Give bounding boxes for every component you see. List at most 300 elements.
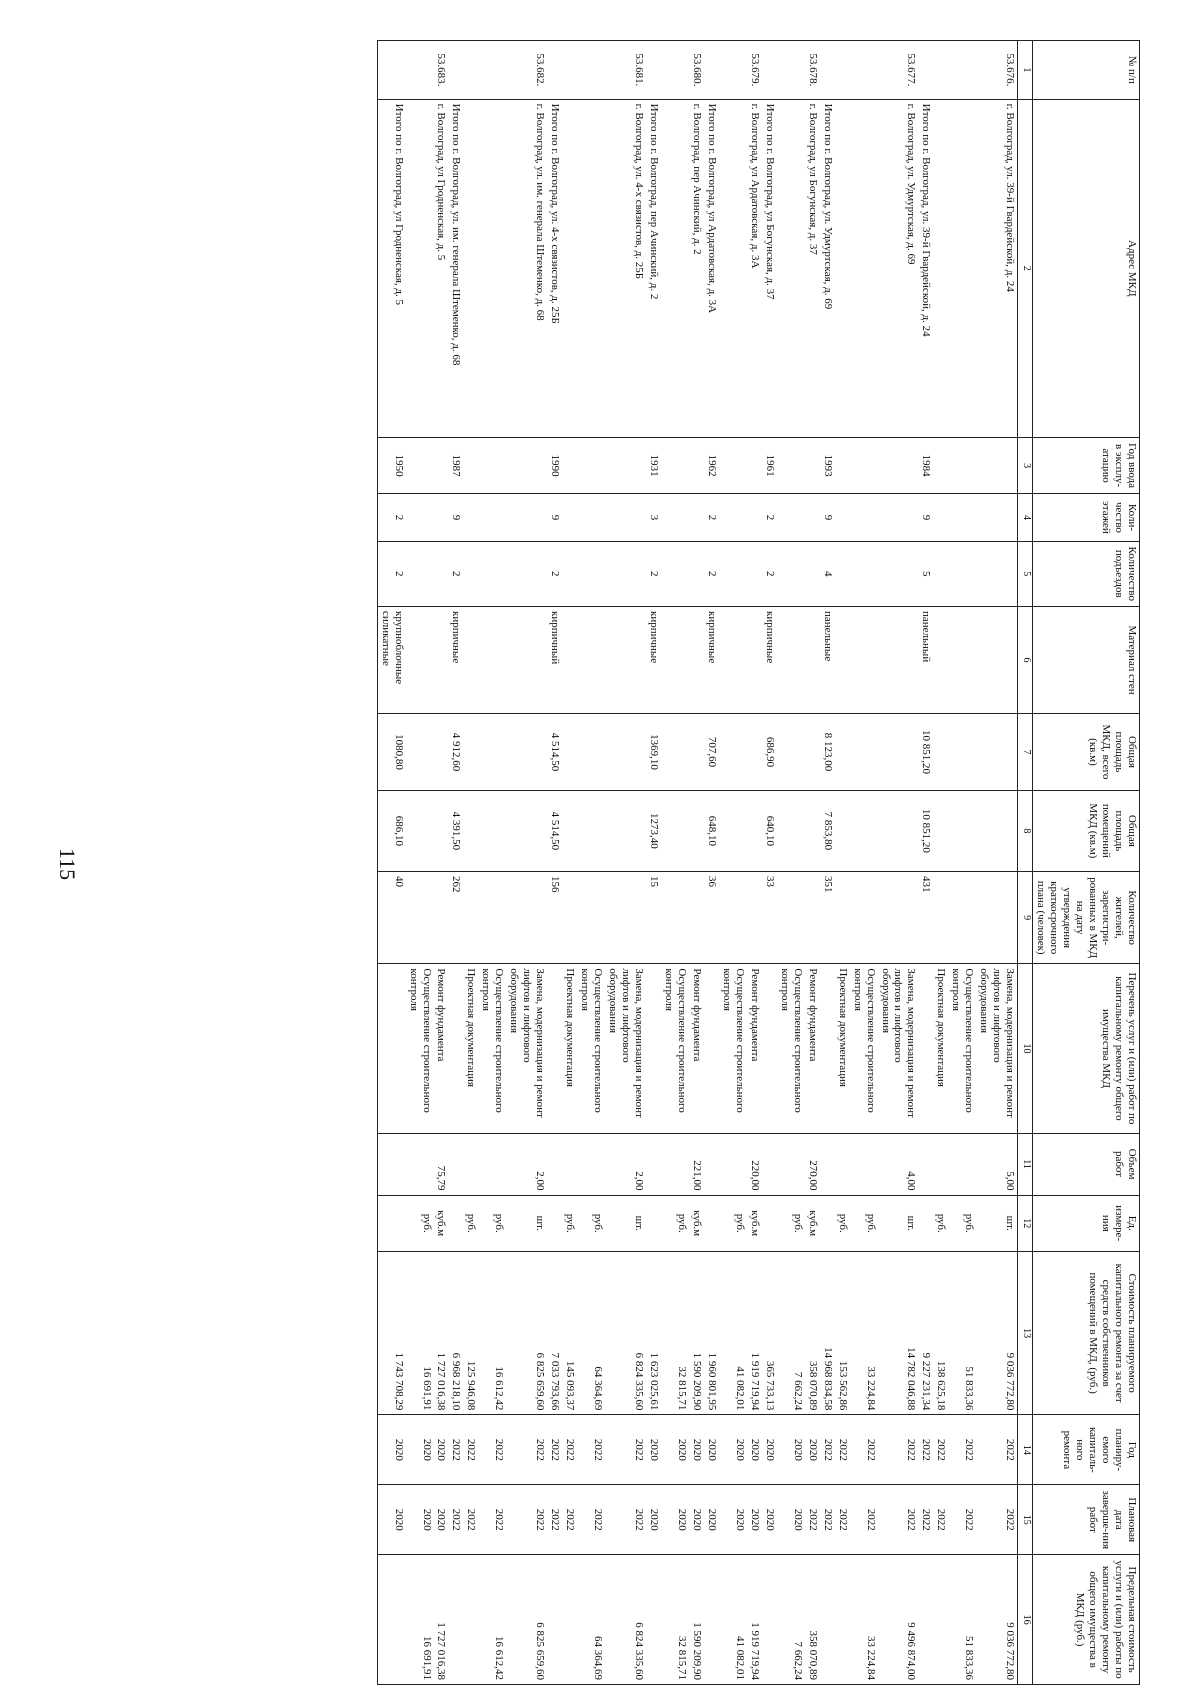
table-cell: куб.м [805, 1195, 820, 1251]
table-cell: крупноблочные силикатные [377, 607, 405, 714]
table-cell [449, 1555, 464, 1685]
table-cell: 2022 [918, 1485, 933, 1555]
table-cell: 2020 [661, 1415, 689, 1485]
table-cell [562, 871, 577, 963]
table-cell: Осуществление строительного контроля [719, 964, 747, 1133]
table-cell: шт. [976, 1195, 1017, 1251]
table-cell [805, 871, 820, 963]
table-cell: Осуществление строительного контроля [478, 964, 506, 1133]
column-number: 1 [1018, 41, 1033, 100]
column-number: 3 [1018, 437, 1033, 493]
table-cell [976, 437, 1017, 493]
total-row [646, 41, 661, 1685]
table-cell: 9 [820, 494, 835, 541]
table-cell: 2022 [463, 1485, 478, 1555]
table-cell [377, 1195, 405, 1251]
table-cell: 7 662,24 [777, 1251, 805, 1414]
table-row [719, 41, 747, 1685]
table-cell: 1 919 719,94 [747, 1251, 762, 1414]
table-cell [933, 607, 948, 714]
table-cell: 2 [449, 541, 464, 606]
table-cell [719, 99, 747, 437]
table-cell [449, 1195, 464, 1251]
table-cell [918, 964, 933, 1133]
table-cell: 2022 [976, 1485, 1017, 1555]
table-cell: 64 364,69 [577, 1555, 605, 1685]
table-cell: шт. [506, 1195, 547, 1251]
table-cell: г. Волгоград, ул Богунская, д. 37 [805, 99, 820, 437]
table-cell [805, 437, 820, 493]
table-cell [878, 714, 919, 791]
column-number: 9 [1018, 871, 1033, 963]
table-cell: 9 [449, 494, 464, 541]
table-cell [605, 494, 646, 541]
table-cell: 2022 [805, 1485, 820, 1555]
table-cell: 16 612,42 [478, 1555, 506, 1685]
table-body [377, 41, 1018, 1685]
table-cell: куб.м [747, 1195, 762, 1251]
column-header: Количество подъездов [1033, 541, 1140, 606]
table-cell [719, 494, 747, 541]
table-row [747, 41, 762, 1685]
table-cell: 53.679. [747, 41, 762, 100]
table-cell: Осуществление строительного контроля [661, 964, 689, 1133]
table-cell [478, 437, 506, 493]
table-cell: 4 [820, 541, 835, 606]
table-cell: 7 853,80 [820, 790, 835, 871]
column-number: 13 [1018, 1251, 1033, 1414]
table-cell: Осуществление строительного контроля [406, 964, 434, 1133]
table-cell [933, 541, 948, 606]
page-number: 115 [55, 848, 80, 881]
table-cell [918, 41, 933, 100]
table-cell: 431 [918, 871, 933, 963]
table-cell [605, 437, 646, 493]
table-cell: 138 625,18 [933, 1251, 948, 1414]
table-cell [646, 1555, 661, 1685]
table-cell [835, 714, 850, 791]
table-cell [777, 714, 805, 791]
table-row [878, 41, 919, 1685]
table-cell: 8 123,00 [820, 714, 835, 791]
table-cell: 16 612,42 [478, 1251, 506, 1414]
table-cell: 2022 [478, 1485, 506, 1555]
table-cell: 1990 [547, 437, 562, 493]
table-cell [577, 790, 605, 871]
table-cell [850, 494, 878, 541]
table-cell: 2020 [689, 1415, 704, 1485]
table-cell: Итого по г. Волгоград, пер Ачинский, д. 2 [646, 99, 661, 437]
total-row [449, 41, 464, 1685]
table-cell [547, 1133, 562, 1195]
table-cell: 9 [918, 494, 933, 541]
table-cell [933, 790, 948, 871]
table-cell [661, 41, 689, 100]
table-cell: 2020 [747, 1485, 762, 1555]
table-cell: 1 623 025,61 [646, 1251, 661, 1414]
table-cell: 1987 [449, 437, 464, 493]
table-cell: Осуществление строительного контроля [777, 964, 805, 1133]
table-cell: 2022 [820, 1415, 835, 1485]
table-cell [933, 1133, 948, 1195]
table-cell: 2020 [805, 1415, 820, 1485]
table-cell: г. Волгоград, ул. им. генерала Штеменко, д. 68 [506, 99, 547, 437]
table-cell: 9 496 874,00 [878, 1555, 919, 1685]
column-number: 5 [1018, 541, 1033, 606]
table-cell: 2,00 [605, 1133, 646, 1195]
table-cell [762, 1555, 777, 1685]
table-cell [406, 714, 434, 791]
table-cell [689, 541, 704, 606]
table-cell: Итого по г. Волгоград, ул. 4-х связистов, д. 25Б [547, 99, 562, 437]
table-cell: Замена, модернизация и ремонт лифтов и лифтового оборудования [878, 964, 919, 1133]
table-row [605, 41, 646, 1685]
table-cell: 2020 [777, 1415, 805, 1485]
table-cell: 3 [646, 494, 661, 541]
table-cell [577, 1133, 605, 1195]
table-cell: 4,00 [878, 1133, 919, 1195]
table-cell: 16 691,91 [406, 1555, 434, 1685]
table-cell [463, 871, 478, 963]
table-cell [434, 494, 449, 541]
column-header: Объем работ [1033, 1133, 1140, 1195]
table-cell [918, 1195, 933, 1251]
table-cell: 4 391,50 [449, 790, 464, 871]
table-cell: 2022 [577, 1485, 605, 1555]
column-number: 7 [1018, 714, 1033, 791]
table-cell [719, 871, 747, 963]
table-cell: 75,79 [434, 1133, 449, 1195]
table-cell: 2020 [434, 1415, 449, 1485]
table-cell: 153 562,86 [835, 1251, 850, 1414]
table-cell: руб. [719, 1195, 747, 1251]
table-cell: Итого по г. Волгоград, ул Ардатовская, д. 3А [704, 99, 719, 437]
column-number: 15 [1018, 1485, 1033, 1555]
table-cell: 16 691,91 [406, 1251, 434, 1414]
table-cell: 2020 [406, 1415, 434, 1485]
table-cell: руб. [661, 1195, 689, 1251]
column-number: 4 [1018, 494, 1033, 541]
table-cell: руб. [562, 1195, 577, 1251]
table-cell: 2020 [377, 1415, 405, 1485]
table-cell [762, 964, 777, 1133]
table-cell: 5,00 [976, 1133, 1017, 1195]
column-number: 11 [1018, 1133, 1033, 1195]
table-cell: 2 [646, 541, 661, 606]
table-cell [719, 714, 747, 791]
table-cell: 2,00 [506, 1133, 547, 1195]
table-cell [661, 494, 689, 541]
table-cell [463, 437, 478, 493]
table-cell [747, 607, 762, 714]
table-cell: 686,90 [762, 714, 777, 791]
table-cell [704, 1133, 719, 1195]
table-row [933, 41, 948, 1685]
table-cell: панельный [918, 607, 933, 714]
table-cell: 53.680. [689, 41, 704, 100]
table-cell [478, 99, 506, 437]
table-cell: 221,00 [689, 1133, 704, 1195]
table-cell [577, 871, 605, 963]
column-number: 16 [1018, 1555, 1033, 1685]
table-cell [835, 607, 850, 714]
table-cell: 262 [449, 871, 464, 963]
table-cell [835, 494, 850, 541]
table-cell: 2 [547, 541, 562, 606]
table-cell: 145 093,37 [562, 1251, 577, 1414]
table-cell: Осуществление строительного контроля [577, 964, 605, 1133]
table-cell: 1962 [704, 437, 719, 493]
table-cell: 2022 [933, 1415, 948, 1485]
table-cell: Ремонт фундамента [747, 964, 762, 1133]
table-cell: Итого по г. Волгоград, ул Богунская, д. 37 [762, 99, 777, 437]
table-cell [820, 41, 835, 100]
table-cell [805, 541, 820, 606]
table-cell: 2022 [562, 1485, 577, 1555]
table-cell [506, 607, 547, 714]
table-cell [948, 99, 976, 437]
table-cell: куб.м [689, 1195, 704, 1251]
table-cell [547, 1555, 562, 1685]
column-number: 2 [1018, 99, 1033, 437]
table-cell: 686,10 [377, 790, 405, 871]
table-cell: г. Волгоград, пер Ачинский, д. 2 [689, 99, 704, 437]
total-row [762, 41, 777, 1685]
table-cell: 1950 [377, 437, 405, 493]
table-cell [878, 790, 919, 871]
table-cell [478, 41, 506, 100]
column-number: 14 [1018, 1415, 1033, 1485]
table-cell [562, 494, 577, 541]
table-cell [661, 790, 689, 871]
column-number: 10 [1018, 964, 1033, 1133]
table-cell [605, 714, 646, 791]
table-row [577, 41, 605, 1685]
table-cell: 32 815,71 [661, 1251, 689, 1414]
table-cell [562, 607, 577, 714]
table-cell: 2020 [762, 1485, 777, 1555]
table-cell: руб. [835, 1195, 850, 1251]
table-cell [478, 607, 506, 714]
table-cell: 10 851,20 [918, 790, 933, 871]
column-header: Перечень услуг и (или) работ по капитальному ремонту общего имущества МКД [1033, 964, 1140, 1133]
table-cell [406, 99, 434, 437]
table-cell [976, 541, 1017, 606]
table-cell: 2 [762, 494, 777, 541]
table-cell [820, 1195, 835, 1251]
table-cell [478, 714, 506, 791]
table-cell [835, 437, 850, 493]
column-number-row [1018, 41, 1033, 1685]
table-cell [463, 99, 478, 437]
table-cell [878, 437, 919, 493]
table-cell [835, 1555, 850, 1685]
table-cell [406, 437, 434, 493]
table-cell: руб. [948, 1195, 976, 1251]
table-cell [463, 714, 478, 791]
table-cell: кирпичный [547, 607, 562, 714]
table-cell: Осуществление строительного контроля [850, 964, 878, 1133]
table-cell [562, 437, 577, 493]
table-cell: 2022 [976, 1415, 1017, 1485]
table-cell: 2022 [948, 1415, 976, 1485]
table-cell: кирпичные [762, 607, 777, 714]
table-cell: 2020 [406, 1485, 434, 1555]
table-cell: 9 227 231,34 [918, 1251, 933, 1414]
table-row [562, 41, 577, 1685]
table-cell: шт. [878, 1195, 919, 1251]
table-row [478, 41, 506, 1685]
column-header: Стоимость планируемого капитального ремонта за счет средств собственников помещений в МКД, (руб.) [1033, 1251, 1140, 1414]
table-cell: 1 590 209,90 [689, 1555, 704, 1685]
table-cell [661, 1133, 689, 1195]
table-cell [463, 494, 478, 541]
column-number: 6 [1018, 607, 1033, 714]
table-cell: 2022 [948, 1485, 976, 1555]
capital-repair-table [377, 40, 1140, 1685]
table-cell [577, 541, 605, 606]
total-row [704, 41, 719, 1685]
table-cell [506, 437, 547, 493]
table-cell [506, 871, 547, 963]
table-cell: 41 082,01 [719, 1251, 747, 1414]
table-cell [850, 790, 878, 871]
table-cell [605, 541, 646, 606]
table-cell [605, 607, 646, 714]
table-cell [689, 607, 704, 714]
table-cell: 14 968 834,58 [820, 1251, 835, 1414]
table-row [689, 41, 704, 1685]
table-row [777, 41, 805, 1685]
table-cell [661, 714, 689, 791]
table-cell [948, 1133, 976, 1195]
table-cell: г. Волгоград, ул. 39-й Гвардейской, д. 24 [976, 99, 1017, 437]
table-cell [805, 790, 820, 871]
table-cell [933, 99, 948, 437]
table-cell [878, 541, 919, 606]
table-row [850, 41, 878, 1685]
table-cell: 648,10 [704, 790, 719, 871]
table-cell [976, 494, 1017, 541]
table-cell: 6 824 335,60 [605, 1555, 646, 1685]
table-cell: Замена, модернизация и ремонт лифтов и лифтового оборудования [605, 964, 646, 1133]
table-cell [434, 790, 449, 871]
table-cell [605, 790, 646, 871]
table-cell [933, 871, 948, 963]
table-cell [948, 541, 976, 606]
table-cell: 2 [704, 494, 719, 541]
table-cell [762, 41, 777, 100]
table-cell: 2020 [762, 1415, 777, 1485]
table-cell [377, 1555, 405, 1685]
table-cell [878, 607, 919, 714]
table-cell [719, 1133, 747, 1195]
table-cell [835, 41, 850, 100]
table-cell [506, 714, 547, 791]
table-cell: 2020 [661, 1485, 689, 1555]
table-cell [463, 607, 478, 714]
column-header: Ед. измере-ния [1033, 1195, 1140, 1251]
table-cell [747, 541, 762, 606]
table-row [835, 41, 850, 1685]
table-cell [933, 1555, 948, 1685]
table-cell [506, 494, 547, 541]
table-cell: 4 912,60 [449, 714, 464, 791]
table-cell [820, 1555, 835, 1685]
table-cell [406, 494, 434, 541]
table-cell: 2022 [547, 1485, 562, 1555]
table-cell: 5 [918, 541, 933, 606]
table-cell [661, 437, 689, 493]
table-cell: 2022 [449, 1485, 464, 1555]
table-cell [478, 871, 506, 963]
table-cell [463, 1133, 478, 1195]
table-cell: 1931 [646, 437, 661, 493]
table-cell [463, 790, 478, 871]
table-cell [562, 790, 577, 871]
table-cell [747, 714, 762, 791]
table-cell: 53.677. [878, 41, 919, 100]
table-cell [689, 494, 704, 541]
table-cell: 2 [377, 494, 405, 541]
table-cell [562, 1555, 577, 1685]
table-cell [820, 964, 835, 1133]
table-cell: 9 036 772,80 [976, 1555, 1017, 1685]
table-cell: 1 743 708,29 [377, 1251, 405, 1414]
table-cell: 2022 [878, 1485, 919, 1555]
table-cell: 2020 [689, 1485, 704, 1555]
table-cell [948, 871, 976, 963]
table-cell [933, 41, 948, 100]
table-cell [850, 541, 878, 606]
table-cell: руб. [478, 1195, 506, 1251]
table-cell [646, 1195, 661, 1251]
table-cell: 365 733,13 [762, 1251, 777, 1414]
table-cell [747, 437, 762, 493]
table-cell: 2020 [747, 1415, 762, 1485]
table-cell: Замена, модернизация и ремонт лифтов и лифтового оборудования [506, 964, 547, 1133]
table-cell: 2022 [449, 1415, 464, 1485]
table-cell [933, 714, 948, 791]
table-cell [661, 871, 689, 963]
table-cell [661, 607, 689, 714]
table-cell [689, 437, 704, 493]
table-cell: 4 514,50 [547, 714, 562, 791]
table-cell: 1 727 016,38 [434, 1251, 449, 1414]
table-cell [661, 99, 689, 437]
total-row [820, 41, 835, 1685]
table-cell [406, 607, 434, 714]
table-cell: 1 919 719,94 [747, 1555, 762, 1685]
table-cell [805, 494, 820, 541]
table-cell: 2 [377, 541, 405, 606]
table-cell [434, 714, 449, 791]
column-header: Год планиру-емого капиталь-ного ремонта [1033, 1415, 1140, 1485]
column-header: Адрес МКД [1033, 99, 1140, 437]
table-cell: 1 960 801,95 [704, 1251, 719, 1414]
column-header: Коли-чество этажей [1033, 494, 1140, 541]
table-cell [948, 714, 976, 791]
column-header: № п/п [1033, 41, 1140, 100]
table-cell [976, 714, 1017, 791]
table-cell: Замена, модернизация и ремонт лифтов и лифтового оборудования [976, 964, 1017, 1133]
table-cell [948, 41, 976, 100]
table-cell: 2022 [850, 1415, 878, 1485]
table-cell [434, 607, 449, 714]
total-row [377, 41, 405, 1685]
table-cell: 2020 [646, 1415, 661, 1485]
table-row [661, 41, 689, 1685]
